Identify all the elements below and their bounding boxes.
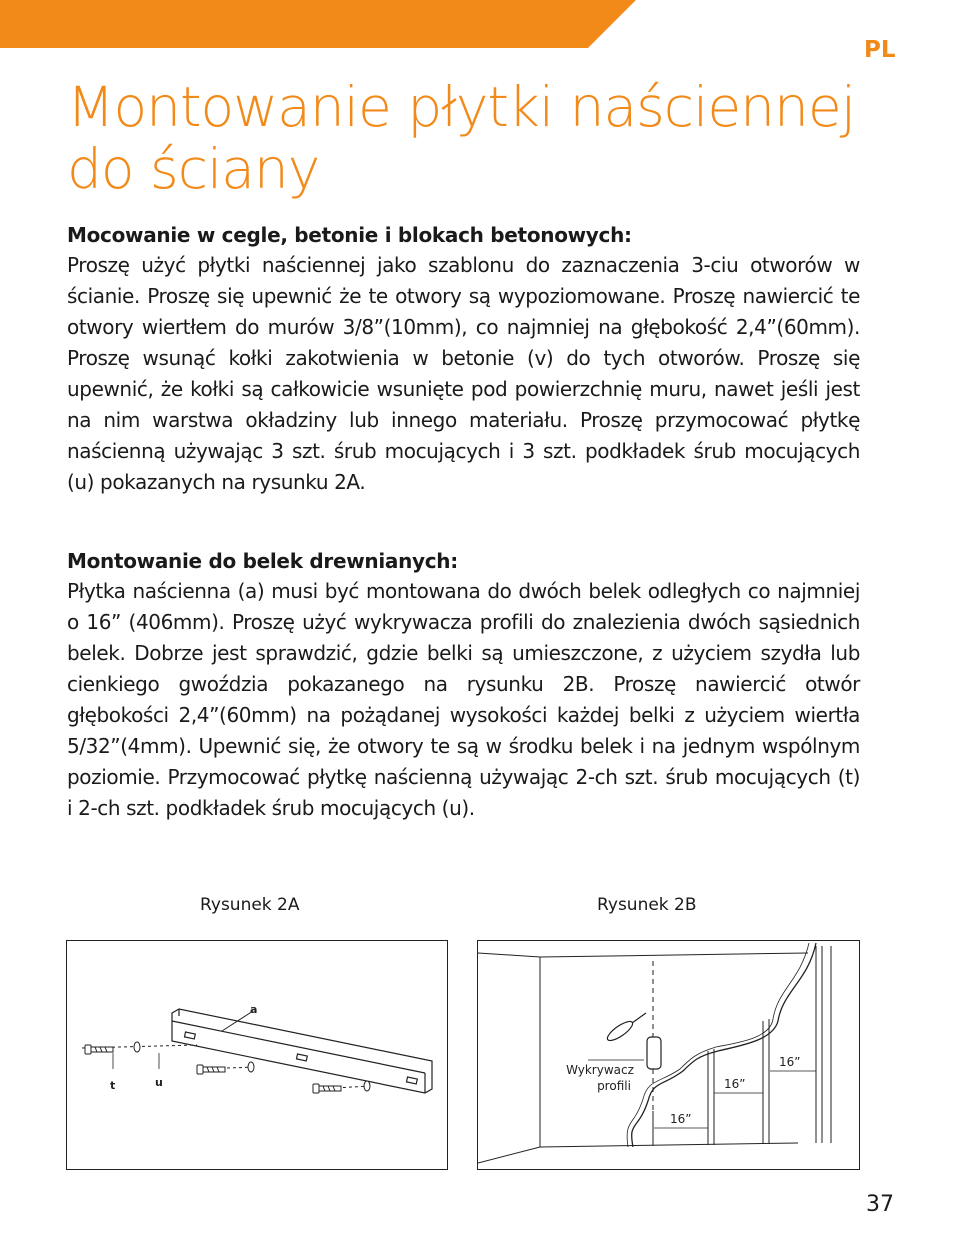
language-tag: PL <box>864 37 896 63</box>
label-dim-2: 16” <box>724 1077 746 1091</box>
label-plate: a <box>250 1003 258 1016</box>
section-body: Płytka naścienna (a) musi być montowana do dwóch belek odległych co najmniej o 16” (406mm). Proszę użyć wykrywacza profili do znalezienia dwóch sąsiednich belek. Dobrze jest sprawdzić, gdzie belki są umieszczone, z użyciem szydła lub cienkiego gwoździa pokazanego na rysunku 2B. Proszę nawiercić otwór głębokości 2,4”(60mm) na pożądanej wysokości każdej belki z użyciem wiertła 5/32”(4mm). Upewnić się, że otwory te są w środku belek i na jednym wspólnym poziomie. Przymocować płytkę naścienną używając 2-ch szt. śrub mocujących (t) i 2-ch szt. podkładek śrub mocujących (u). <box>67 579 860 820</box>
figure-2b-caption: Rysunek 2B <box>597 895 697 915</box>
section-masonry <box>67 220 860 498</box>
awl <box>605 1013 646 1044</box>
figure-2a-caption: Rysunek 2A <box>200 895 300 915</box>
label-washer: u <box>155 1076 163 1089</box>
title-line-1: Montowanie płytki naściennej <box>67 75 856 139</box>
label-finder-line2: profili <box>597 1079 631 1093</box>
wall-plate-illustration <box>67 941 447 1169</box>
section-heading: Mocowanie w cegle, betonie i blokach betonowych: <box>67 223 632 247</box>
room-outline <box>478 953 808 1163</box>
stud-finder <box>647 1037 661 1069</box>
label-dim-3: 16” <box>779 1055 801 1069</box>
label-screw: t <box>110 1079 116 1092</box>
label-finder-line1: Wykrywacz <box>566 1063 634 1077</box>
section-body: Proszę użyć płytki naściennej jako szablonu do zaznaczenia 3-ciu otworów w ścianie. Proszę się upewnić że te otwory są wypoziomowane. Proszę nawiercić te otwory wiertłem do murów 3/8”(10mm), co najmniej na głębokość 2,4”(60mm). Proszę wsunąć kołki zakotwienia w betonie (v) do tych otworów. Proszę się upewnić, że kołki są całkowicie wsunięte pod powierzchnię muru, nawet jeśli jest na nim warstwa okładziny lub innego materiału. Proszę przymocować płytkę naścienną używając 3 szt. śrub mocujących i 3 szt. podkładek śrub mocujących (u) pokazanych na rysunku 2A. <box>67 253 860 494</box>
figure-2b <box>477 940 860 1170</box>
stud-finder-illustration <box>478 941 859 1169</box>
section-wood-studs <box>67 546 860 824</box>
title-line-2: do ściany <box>67 137 320 201</box>
header-accent-bar <box>0 0 640 48</box>
label-dim-1: 16” <box>670 1112 692 1126</box>
figure-2a <box>66 940 448 1170</box>
page-title <box>67 76 897 200</box>
section-heading: Montowanie do belek drewnianych: <box>67 549 458 573</box>
page-number: 37 <box>866 1192 894 1217</box>
wall-plate <box>172 1009 432 1093</box>
